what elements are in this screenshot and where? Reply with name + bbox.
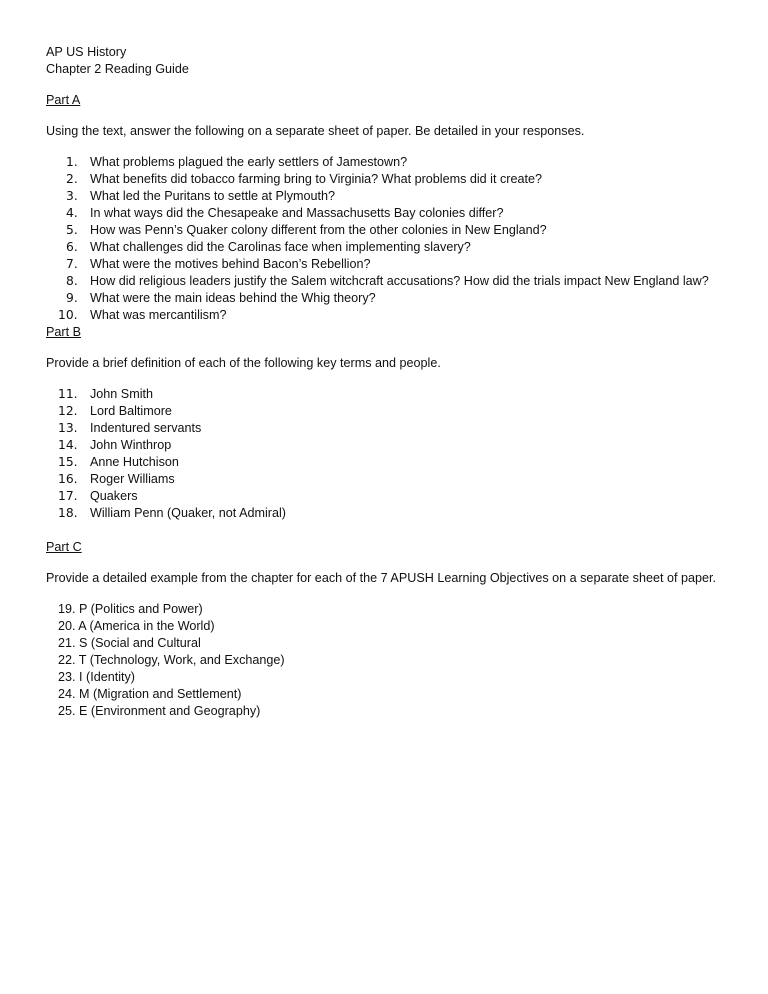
list-item: 14. John Winthrop	[58, 438, 172, 452]
part-a-heading: Part A	[46, 93, 81, 107]
document-page	[46, 44, 736, 720]
part-b-term-list	[46, 386, 736, 522]
list-item: 7. What were the motives behind Bacon’s Rebellion?	[66, 257, 371, 271]
list-item: 22. T (Technology, Work, and Exchange)	[58, 653, 285, 667]
list-item: 13. Indentured servants	[58, 421, 202, 435]
list-item: 21. S (Social and Cultural	[58, 636, 201, 650]
part-b-heading: Part B	[46, 325, 81, 339]
list-item: 9. What were the main ideas behind the Whig theory?	[66, 291, 376, 305]
part-a-instructions: Using the text, answer the following on a separate sheet of paper. Be detailed in your responses.	[46, 124, 585, 138]
list-item: 2. What benefits did tobacco farming bring to Virginia? What problems did it create?	[66, 172, 542, 186]
list-item: 5. How was Penn’s Quaker colony different from the other colonies in New England?	[66, 223, 547, 237]
part-c-objective-list	[46, 601, 736, 720]
part-a-question-list	[46, 154, 736, 324]
list-item: 1. What problems plagued the early settlers of Jamestown?	[66, 155, 408, 169]
list-item: 20. A (America in the World)	[58, 619, 215, 633]
list-item: 10. What was mercantilism?	[58, 308, 227, 322]
list-item: 8. How did religious leaders justify the Salem witchcraft accusations? How did the trials impact New England law?	[66, 274, 709, 288]
part-c-heading: Part C	[46, 540, 82, 554]
list-item: 12. Lord Baltimore	[58, 404, 172, 418]
list-item: 16. Roger Williams	[58, 472, 175, 486]
part-b-instructions: Provide a brief definition of each of the following key terms and people.	[46, 356, 441, 370]
course-title: AP US History	[46, 45, 127, 59]
guide-title: Chapter 2 Reading Guide	[46, 62, 189, 76]
list-item: 11. John Smith	[58, 387, 153, 401]
list-item: 17. Quakers	[58, 489, 138, 503]
list-item: 25. E (Environment and Geography)	[58, 704, 261, 718]
list-item: 19. P (Politics and Power)	[58, 602, 203, 616]
list-item: 4. In what ways did the Chesapeake and Massachusetts Bay colonies differ?	[66, 206, 504, 220]
part-c-instructions: Provide a detailed example from the chapter for each of the 7 APUSH Learning Objectives on a separate sheet of paper.	[46, 571, 716, 585]
list-item: 15. Anne Hutchison	[58, 455, 179, 469]
list-item: 18. William Penn (Quaker, not Admiral)	[58, 506, 286, 520]
list-item: 6. What challenges did the Carolinas face when implementing slavery?	[66, 240, 471, 254]
list-item: 24. M (Migration and Settlement)	[58, 687, 242, 701]
list-item: 3. What led the Puritans to settle at Plymouth?	[66, 189, 336, 203]
list-item: 23. I (Identity)	[58, 670, 135, 684]
